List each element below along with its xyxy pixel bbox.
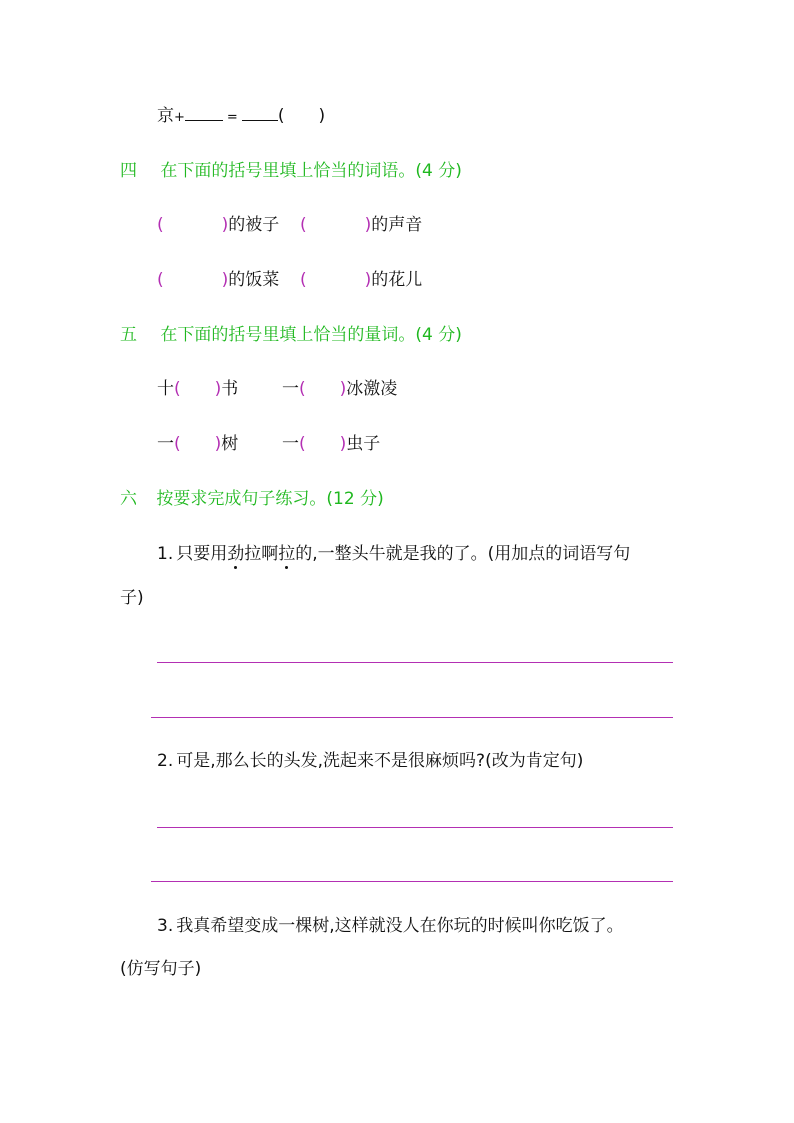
- s4-item-1-rp: ): [221, 215, 229, 235]
- s4-item-3: [157, 269, 279, 291]
- s6-q2-answer-line-1[interactable]: [157, 827, 673, 828]
- s5-item-2-text: 冰激凌: [346, 379, 398, 399]
- s6-q3-number: 3.: [157, 916, 174, 936]
- s4-item-4-text: 的花儿: [371, 270, 423, 290]
- s4-item-1-text: 的被子: [228, 215, 280, 235]
- s6-q2-text: 可是,那么长的头发,洗起来不是很麻烦吗?(改为肯定句): [176, 751, 584, 771]
- s4-item-1: [157, 214, 279, 236]
- s6-q3-line1: [157, 915, 624, 937]
- s5-item-4: [282, 433, 380, 455]
- s5-item-4-lp: (: [299, 434, 306, 454]
- compose-char: 京: [157, 106, 174, 126]
- s5-item-2-rp: ): [339, 379, 347, 399]
- s6-q1-answer-line-1[interactable]: [157, 662, 673, 663]
- s6-q1-dotted-char-1: 劲: [227, 544, 245, 564]
- s4-item-4-rp: ): [364, 270, 372, 290]
- s4-item-3-rp: ): [221, 270, 229, 290]
- s6-q1-post: 的,一整头牛就是我的了。(用加点的词语写句: [295, 544, 631, 564]
- s6-q1-dotted-char-2: 拉: [278, 544, 296, 564]
- s4-item-2: [300, 214, 422, 236]
- s6-q2-number: 2.: [157, 751, 174, 771]
- s5-item-3-lp: (: [174, 434, 181, 454]
- s4-item-1-lp: (: [157, 215, 164, 235]
- equals-sign: =: [226, 110, 238, 125]
- section-6-number: 六: [120, 489, 137, 509]
- right-paren: ): [318, 106, 326, 126]
- s5-item-2: [282, 378, 397, 400]
- s4-item-3-lp: (: [157, 270, 164, 290]
- s5-item-1-rp: ): [214, 379, 222, 399]
- s6-q2-line1: [157, 750, 583, 772]
- section-5-heading: [120, 324, 462, 346]
- s5-item-4-rp: ): [339, 434, 347, 454]
- section-4-heading: [120, 160, 462, 182]
- s5-item-4-pre: 一: [282, 434, 299, 454]
- s5-item-3-rp: ): [214, 434, 222, 454]
- s6-q1-answer-line-2[interactable]: [151, 717, 673, 718]
- s6-q1-line1: [157, 543, 630, 565]
- s5-item-3-pre: 一: [157, 434, 174, 454]
- s5-item-3: [157, 433, 238, 455]
- section-4-number: 四: [120, 161, 137, 181]
- section-5-number: 五: [120, 325, 137, 345]
- s5-item-1-pre: 十: [157, 379, 174, 399]
- section-4-title: 在下面的括号里填上恰当的词语。(4 分): [160, 161, 462, 181]
- s6-q3-text: 我真希望变成一棵树,这样就没人在你玩的时候叫你吃饭了。: [176, 916, 624, 936]
- s4-item-2-rp: ): [364, 215, 372, 235]
- s6-q1-number: 1.: [157, 544, 174, 564]
- s5-item-1-text: 书: [221, 379, 239, 399]
- blank-1[interactable]: [185, 106, 223, 121]
- section-6-heading: [120, 488, 384, 510]
- blank-2[interactable]: [242, 106, 278, 121]
- s6-q1-pre: 只要用: [176, 544, 228, 564]
- s6-q3-line2: (仿写句子): [120, 959, 202, 979]
- s6-q1-mid: 拉啊: [244, 544, 279, 564]
- left-paren: (: [277, 106, 285, 126]
- s6-q2-answer-line-2[interactable]: [151, 881, 673, 882]
- s4-item-3-text: 的饭菜: [228, 270, 280, 290]
- plus-sign: +: [174, 110, 185, 125]
- s4-item-2-text: 的声音: [371, 215, 423, 235]
- s5-item-1-lp: (: [174, 379, 181, 399]
- section-6-title: 按要求完成句子练习。(12 分): [156, 489, 384, 509]
- s6-q1-line2: 子): [120, 588, 144, 608]
- s5-item-3-text: 树: [221, 434, 239, 454]
- s5-item-4-text: 虫子: [346, 434, 381, 454]
- s5-item-1: [157, 378, 238, 400]
- s4-item-4: [300, 269, 422, 291]
- s4-item-2-lp: (: [300, 215, 307, 235]
- compose-char-row: [157, 105, 325, 129]
- s5-item-2-lp: (: [299, 379, 306, 399]
- s5-item-2-pre: 一: [282, 379, 299, 399]
- s4-item-4-lp: (: [300, 270, 307, 290]
- section-5-title: 在下面的括号里填上恰当的量词。(4 分): [160, 325, 462, 345]
